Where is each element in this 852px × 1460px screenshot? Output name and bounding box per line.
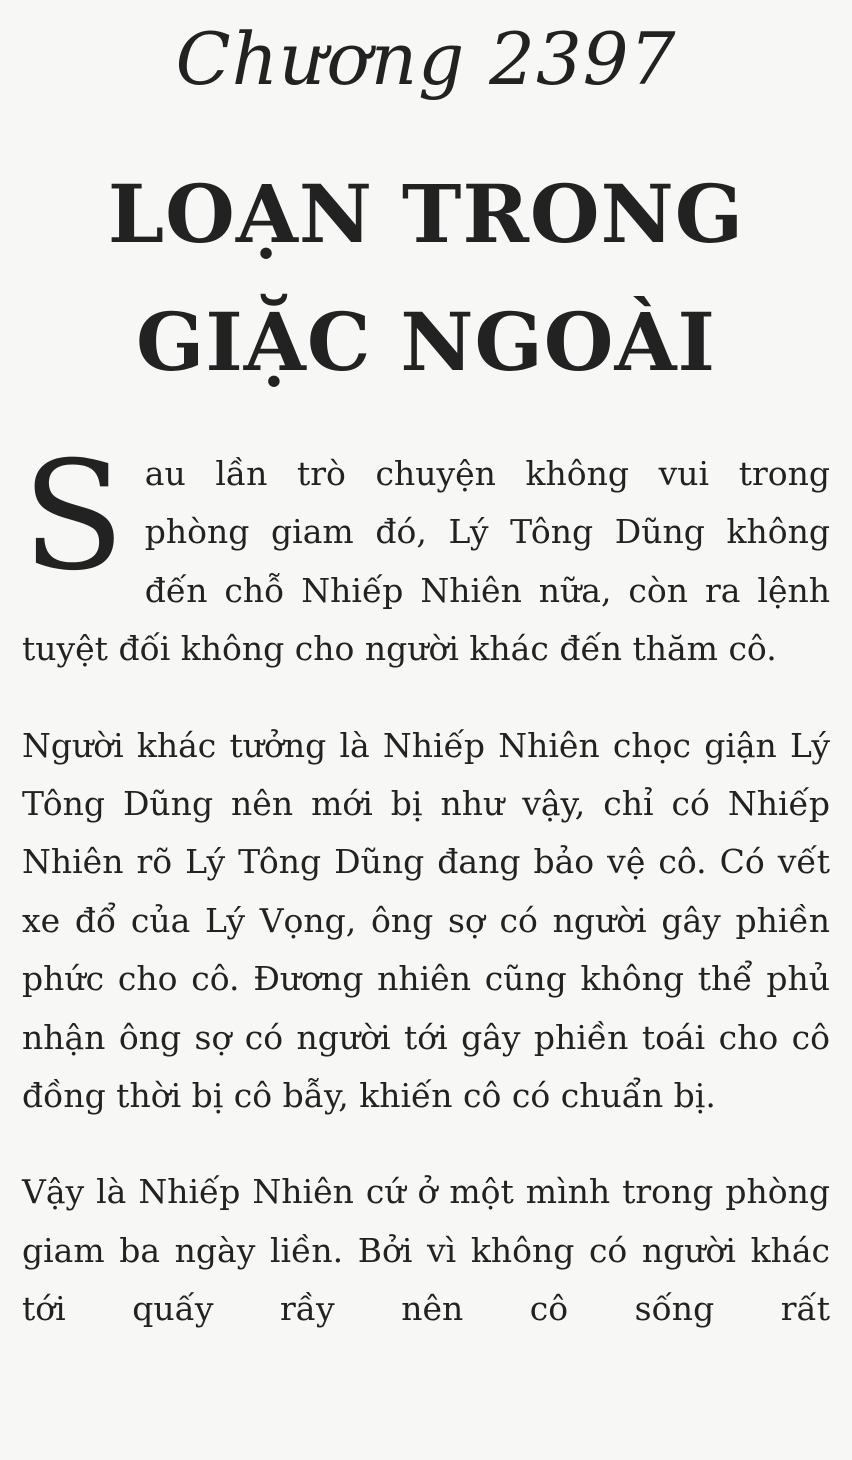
paragraph: Người khác tưởng là Nhiếp Nhiên chọc giận Lý Tông Dũng nên mới bị như vậy, chỉ có Nhiếp Nhiên rõ Lý Tông Dũng đang bảo vệ cô. Có vết xe đổ của Lý Vọng, ông sợ có người gây phiền phức cho cô. Đương nhiên cũng không thể phủ nhận ông sợ có người tới gây phiền toái cho cô đồng thời bị cô bẫy, khiến cô có chuẩn bị. (22, 725, 830, 1116)
paragraph: Vậy là Nhiếp Nhiên cứ ở một mình trong phòng giam ba ngày liền. Bởi vì không có người khác tới quấy rầy nên cô sống rất (22, 1172, 830, 1329)
paragraph-text: au lần trò chuyện không vui trong phòng giam đó, Lý Tông Dũng không đến chỗ Nhiếp Nhiên nữa, còn ra lệnh tuyệt đối không cho người khác đến thăm cô. (22, 454, 830, 669)
chapter-title-line-1: LOẠN TRONG (107, 167, 745, 261)
paragraph (22, 430, 830, 679)
chapter-title (0, 150, 852, 406)
chapter-title-line-2: GIẶC NGOÀI (136, 295, 716, 389)
chapter-body (22, 430, 830, 1377)
chapter-number: Chương 2397 (175, 17, 677, 101)
drop-cap: S (22, 430, 125, 604)
